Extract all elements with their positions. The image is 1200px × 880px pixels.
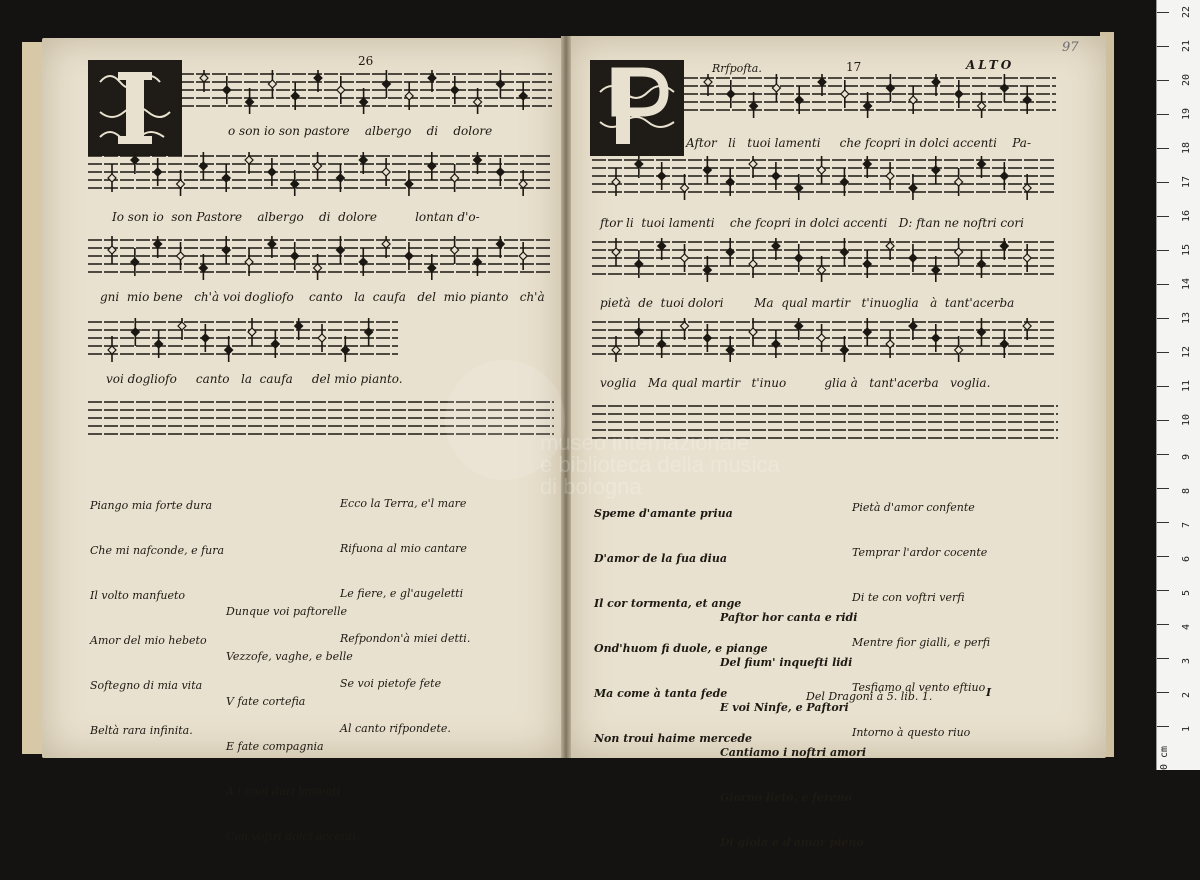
- verse-line: Rifuona al mio cantare: [340, 542, 467, 555]
- verse-left-col1: [90, 468, 224, 768]
- lyric-line-r1: Aftor li tuoi lamenti che fcopri in dolci accenti Pa-: [686, 136, 1032, 150]
- ruler-tick-label: 21: [1181, 39, 1192, 52]
- music-staff: [592, 238, 1056, 282]
- ruler-tick-label: 15: [1181, 243, 1192, 256]
- ruler-tick-label: 3: [1181, 657, 1192, 664]
- ruler-unit-label: 0 cm: [1159, 745, 1170, 770]
- verse-line: A i miei duri lamenti: [226, 785, 341, 798]
- ruler-tick-label: 20: [1181, 73, 1192, 86]
- verse-line: Con voftri dolci accenti.: [226, 830, 360, 843]
- ruler-tick: [1157, 12, 1169, 13]
- lyric-line-r3: pietà de tuoi dolori Ma qual martir t'inuoglia à tant'acerba: [600, 296, 1015, 310]
- verse-left-col3: [226, 574, 360, 874]
- ruler-tick: [1157, 624, 1169, 625]
- ruler-tick-label: 18: [1181, 141, 1192, 154]
- verse-line: Piango mia forte dura: [90, 499, 213, 512]
- ruler-tick-label: 14: [1181, 277, 1192, 290]
- right-header: Rrfpofta.: [712, 62, 762, 75]
- ruler-tick: [1157, 726, 1169, 727]
- verse-line: Vezzofe, vaghe, e belle: [226, 650, 353, 663]
- ruler-tick-label: 6: [1181, 555, 1192, 562]
- watermark-line: e biblioteca della musica: [540, 452, 780, 477]
- verse-line: Al canto rifpondete.: [340, 722, 451, 735]
- ruler-tick-label: 16: [1181, 209, 1192, 222]
- music-staff: [180, 70, 552, 114]
- ruler-tick: [1157, 216, 1169, 217]
- verse-line: Ma come à tanta fede: [594, 687, 728, 700]
- lyric-line-3: gni mio bene ch'à voi dogliofo canto la caufa del mio pianto ch'à: [100, 290, 545, 304]
- verse-line: Il volto manfueto: [90, 589, 186, 602]
- ruler-tick-label: 9: [1181, 453, 1192, 460]
- ruler-tick-label: 22: [1181, 5, 1192, 18]
- ruler-tick: [1157, 386, 1169, 387]
- verse-line: Mentre fior gialli, e perfi: [852, 636, 991, 649]
- ruler-tick: [1157, 522, 1169, 523]
- verse-line: E voi Ninfe, e Paftori: [720, 701, 849, 714]
- left-folio: 26: [358, 54, 374, 68]
- verse-right-col3: [720, 580, 866, 880]
- verse-line: V fate cortefia: [226, 695, 306, 708]
- ruler-tick-label: 12: [1181, 345, 1192, 358]
- ruler-tick: [1157, 318, 1169, 319]
- verse-line: Ecco la Terra, e'l mare: [340, 497, 467, 510]
- ruler-tick-label: 13: [1181, 311, 1192, 324]
- ruler-tick-label: 4: [1181, 623, 1192, 630]
- voice-part-label: ALTO: [966, 58, 1015, 72]
- verse-line: Del fium' inquefti lidi: [720, 656, 853, 669]
- ruler-tick-label: 2: [1181, 691, 1192, 698]
- ruler-tick: [1157, 148, 1169, 149]
- verse-line: Le fiere, e gl'augeletti: [340, 587, 464, 600]
- ruler-tick-label: 7: [1181, 521, 1192, 528]
- verse-line: Il cor tormenta, et ange: [594, 597, 742, 610]
- verse-line: Paftor hor canta e ridi: [720, 611, 858, 624]
- lyric-line-4: voi dogliofo canto la caufa del mio pianto.: [106, 372, 403, 386]
- ruler-tick-label: 8: [1181, 487, 1192, 494]
- book-gutter: [561, 36, 571, 758]
- music-staff: [684, 74, 1056, 118]
- verse-line: Softegno di mia vita: [90, 679, 203, 692]
- ruler-tick: [1157, 658, 1169, 659]
- lyric-line-1: o son io son pastore albergo di dolore: [228, 124, 493, 138]
- ruler-tick: [1157, 352, 1169, 353]
- ruler-tick-label: 1: [1181, 725, 1192, 732]
- verse-left-col2: [340, 466, 470, 766]
- verse-line: D'amor de la fua diua: [594, 552, 727, 565]
- watermark-text: [540, 432, 780, 498]
- ruler-tick: [1157, 284, 1169, 285]
- verse-line: Tesfiamo al vento eftiuo: [852, 681, 986, 694]
- ruler-tick: [1157, 114, 1169, 115]
- measurement-ruler: [1156, 0, 1200, 770]
- attribution: Del Dragoni à 5. lib. 1.: [806, 690, 933, 703]
- music-staff: [88, 236, 552, 280]
- music-staff: [88, 152, 552, 196]
- ruler-tick-label: 19: [1181, 107, 1192, 120]
- ruler-tick: [1157, 454, 1169, 455]
- verse-line: Speme d'amante priua: [594, 507, 733, 520]
- ruler-tick: [1157, 250, 1169, 251]
- ruler-tick-label: 5: [1181, 589, 1192, 596]
- music-staff: [592, 318, 1056, 362]
- verse-right-col2: [852, 470, 990, 770]
- verse-line: Cantiamo i noftri amori: [720, 746, 867, 759]
- verse-line: Giorno lieto, e fereno: [720, 791, 852, 804]
- ruler-tick: [1157, 420, 1169, 421]
- ruler-tick: [1157, 590, 1169, 591]
- verse-line: Refpondon'à miei detti.: [340, 632, 471, 645]
- verse-line: Che mi nafconde, e fura: [90, 544, 225, 557]
- lyric-line-r4: voglia Ma qual martir t'inuo glia à tant'acerba voglia.: [600, 376, 991, 390]
- verse-line: E fate compagnia: [226, 740, 324, 753]
- ruler-tick-label: 17: [1181, 175, 1192, 188]
- watermark-line: museo internazionale: [540, 430, 750, 455]
- book-cover-edge: [22, 42, 44, 754]
- pencil-page-number: 97: [1062, 40, 1079, 55]
- verse-line: Ond'huom fi duole, e piange: [594, 642, 768, 655]
- ruler-tick: [1157, 80, 1169, 81]
- lyric-line-r2: ftor li tuoi lamenti che fcopri in dolci accenti D: ftan ne noftri cori: [600, 216, 1024, 230]
- ornamental-initial-icon: [90, 62, 180, 154]
- ruler-tick: [1157, 46, 1169, 47]
- ruler-tick: [1157, 488, 1169, 489]
- ruler-tick: [1157, 692, 1169, 693]
- verse-line: Temprar l'ardor cocente: [852, 546, 988, 559]
- right-folio: 17: [846, 60, 862, 74]
- initial-letter-p: [590, 60, 684, 156]
- watermark-line: di bologna: [540, 474, 642, 499]
- gathering-mark: I: [986, 686, 992, 699]
- verse-line: Pietà d'amor confente: [852, 501, 975, 514]
- music-staff: [88, 318, 398, 362]
- ruler-tick-label: 10: [1181, 413, 1192, 426]
- verse-line: Non troui haime mercede: [594, 732, 753, 745]
- verse-line: Di te con voftri verfi: [852, 591, 965, 604]
- initial-letter-i: [88, 60, 182, 156]
- ruler-tick: [1157, 556, 1169, 557]
- verse-line: Se voi pietofe fete: [340, 677, 442, 690]
- music-staff: [592, 156, 1056, 200]
- verse-line: Beltà rara infinita.: [90, 724, 193, 737]
- verse-line: Di gioia e d'amor pieno: [720, 836, 864, 849]
- ruler-tick: [1157, 182, 1169, 183]
- ruler-tick-label: 11: [1181, 379, 1192, 392]
- verse-line: Dunque voi paftorelle: [226, 605, 347, 618]
- verse-line: Intorno à questo riuo: [852, 726, 971, 739]
- ornamental-initial-icon: [592, 62, 682, 154]
- verse-line: Amor del mio hebeto: [90, 634, 207, 647]
- lyric-line-2: Io son io son Pastore albergo di dolore lontan d'o-: [112, 210, 480, 224]
